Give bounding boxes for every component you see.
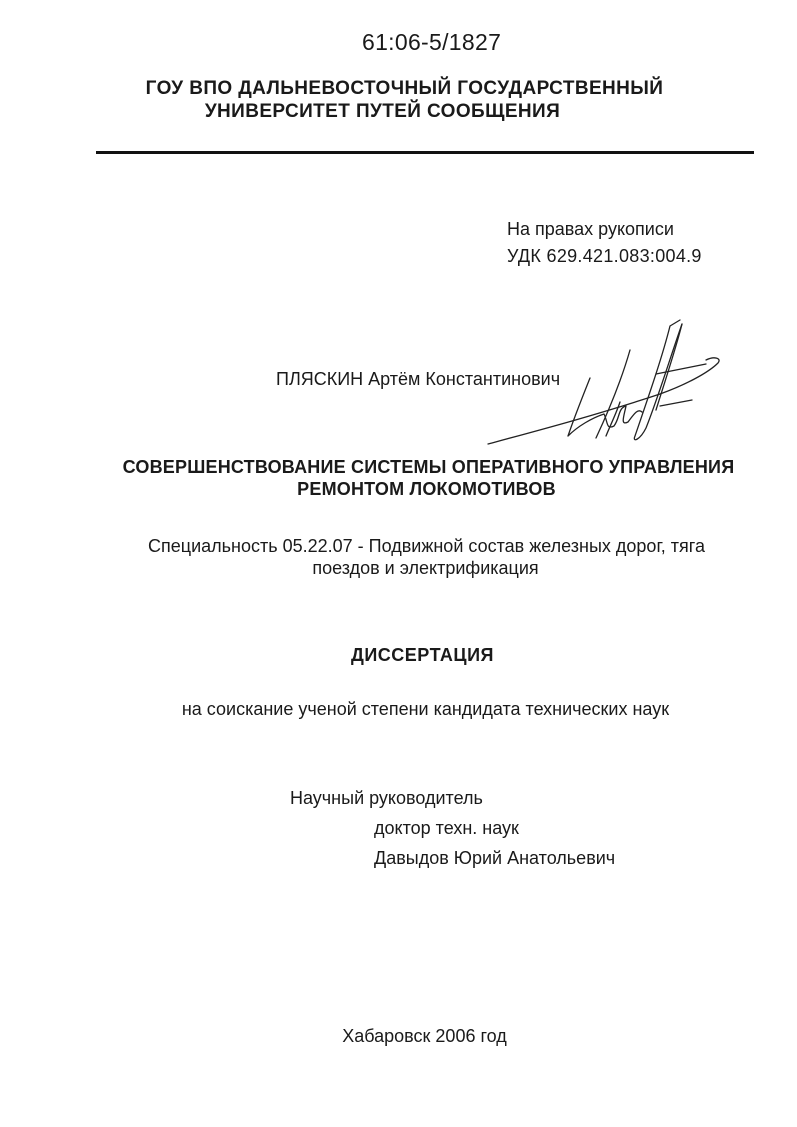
archive-code: 61:06-5/1827: [362, 29, 502, 55]
specialty-line-1: Специальность 05.22.07 - Подвижной состав железных дорог, тяга: [148, 536, 705, 556]
handwritten-signature: [470, 318, 730, 463]
organization-line-1: ГОУ ВПО ДАЛЬНЕВОСТОЧНЫЙ ГОСУДАРСТВЕННЫЙ: [145, 78, 664, 99]
author-name: ПЛЯСКИН Артём Константинович: [276, 369, 561, 389]
degree-statement: на соискание ученой степени кандидата технических наук: [181, 699, 670, 719]
specialty-line-2: поездов и электрификация: [312, 558, 539, 578]
udc-code: УДК 629.421.083:004.9: [507, 246, 702, 266]
supervisor-label: Научный руководитель: [290, 788, 483, 808]
thesis-title-line-1: СОВЕРШЕНСТВОВАНИЕ СИСТЕМЫ ОПЕРАТИВНОГО УПРАВЛЕНИЯ: [122, 457, 735, 477]
supervisor-name: Давыдов Юрий Анатольевич: [374, 848, 616, 868]
place-and-year: Хабаровск 2006 год: [342, 1026, 507, 1046]
organization-line-2: УНИВЕРСИТЕТ ПУТЕЙ СООБЩЕНИЯ: [204, 101, 561, 122]
document-type: ДИССЕРТАЦИЯ: [351, 645, 494, 665]
manuscript-rights-label: На правах рукописи: [507, 219, 674, 239]
supervisor-rank: доктор техн. наук: [374, 818, 519, 838]
thesis-title-line-2: РЕМОНТОМ ЛОКОМОТИВОВ: [297, 479, 556, 499]
header-divider: [96, 151, 754, 154]
